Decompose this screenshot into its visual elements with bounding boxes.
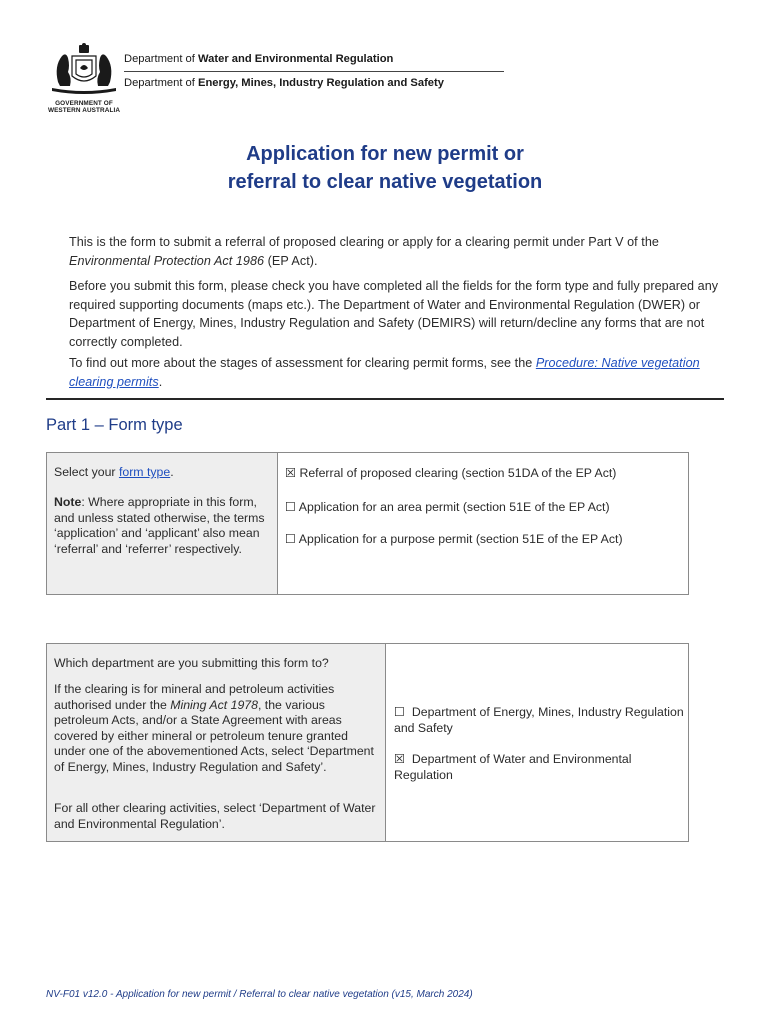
intro-paragraph-1 [69, 233, 719, 270]
option-purpose-permit[interactable] [285, 532, 623, 548]
section-divider [46, 398, 724, 400]
title-line1: Application for new permit or [246, 143, 524, 165]
wa-government-crest-icon [46, 42, 122, 98]
form-type-question [54, 465, 174, 481]
checkbox-unchecked-icon[interactable]: ☐ [285, 532, 297, 546]
note-text: : Where appropriate in this form, and unless stated otherwise, the terms ‘application’ and ‘applicant’ also mean ‘referral’ and ‘referrer’ respectively. [54, 495, 265, 556]
department-table [46, 643, 689, 842]
note-label: Note [54, 495, 82, 509]
gov-label-line2: WESTERN AUSTRALIA [47, 107, 121, 114]
dept2-name: Energy, Mines, Industry Regulation and Safety [198, 77, 444, 89]
form-type-question-a: Select your [54, 465, 119, 479]
procedure-link[interactable]: Procedure: Native vegetation clearing permits [69, 356, 700, 389]
mining-act: Mining Act 1978 [170, 697, 258, 712]
option-referral[interactable] [285, 466, 616, 482]
department-energy-heading [124, 77, 444, 89]
intro-p1-act: Environmental Protection Act 1986 [69, 253, 265, 268]
guidance1-text-b: , the various petroleum Acts, and/or a State Agreement with areas covered by either mineral or petroleum tenure granted under one of the abovementioned Acts, select ‘Department of Energy, Mines, Industry Regulation and Safety’. [54, 697, 374, 774]
option-referral-label: Referral of proposed clearing (section 51DA of the EP Act) [299, 466, 617, 480]
form-type-note [54, 495, 269, 557]
gov-label-line1: GOVERNMENT OF [55, 100, 113, 107]
department-question: Which department are you submitting this form to? [54, 656, 329, 670]
page-footer: NV-F01 v12.0 - Application for new permit / Referral to clear native vegetation (v15, March 2024) [46, 989, 473, 1000]
government-label [40, 100, 128, 114]
option-dwer-label: Department of Water and Environmental Regulation [394, 752, 632, 782]
dept1-name: Water and Environmental Regulation [198, 53, 394, 65]
dept2-prefix: Department of [124, 77, 198, 89]
intro-p1-text-b: (EP Act). [264, 253, 318, 268]
option-area-permit-label: Application for an area permit (section 51E of the EP Act) [298, 500, 610, 514]
form-type-question-b: . [170, 465, 174, 479]
intro-p3-text-b: . [158, 374, 163, 389]
intro-paragraph-3 [69, 354, 719, 391]
checkbox-checked-icon[interactable]: ☒ [285, 466, 297, 480]
form-type-table [46, 452, 689, 595]
title-line2: referral to clear native vegetation [227, 171, 543, 193]
intro-p1-text-a: This is the form to submit a referral of proposed clearing or apply for a clearing permit under Part V of the [69, 235, 659, 249]
page-title [0, 140, 770, 196]
option-demirs-label: Department of Energy, Mines, Industry Regulation and Safety [394, 705, 684, 735]
department-water-heading [124, 53, 393, 65]
header-divider [124, 71, 504, 72]
form-type-link[interactable]: form type [118, 465, 171, 479]
department-label-cell [47, 644, 386, 841]
option-area-permit[interactable] [285, 500, 610, 516]
dept1-prefix: Department of [124, 53, 198, 65]
part1-heading: Part 1 – Form type [46, 416, 183, 434]
intro-p3-text-a: To find out more about the stages of assessment for clearing permit forms, see the [69, 356, 536, 370]
option-purpose-permit-label: Application for a purpose permit (section 51E of the EP Act) [298, 532, 623, 546]
guidance1-text-a: If the clearing is for mineral and petroleum activities authorised under the [54, 682, 335, 712]
intro-paragraph-2: Before you submit this form, please check you have completed all the fields for the form type and fully prepared any required supporting documents (maps etc.). The Department of Water and Environmental Regulation (DWER) or Department of Energy, Mines, Industry Regulation and Safety (DEMIRS) will return/decline any forms that are not correctly completed. [69, 279, 719, 349]
checkbox-unchecked-icon[interactable]: ☐ [394, 705, 406, 719]
checkbox-checked-icon[interactable]: ☒ [394, 752, 406, 766]
checkbox-unchecked-icon[interactable]: ☐ [285, 500, 297, 514]
option-dwer[interactable] [394, 752, 684, 783]
form-type-label-cell [47, 453, 278, 594]
department-guidance-2: For all other clearing activities, select ‘Department of Water and Environmental Regulation’. [54, 801, 376, 831]
option-demirs[interactable] [394, 705, 684, 736]
department-guidance-1 [54, 682, 380, 776]
